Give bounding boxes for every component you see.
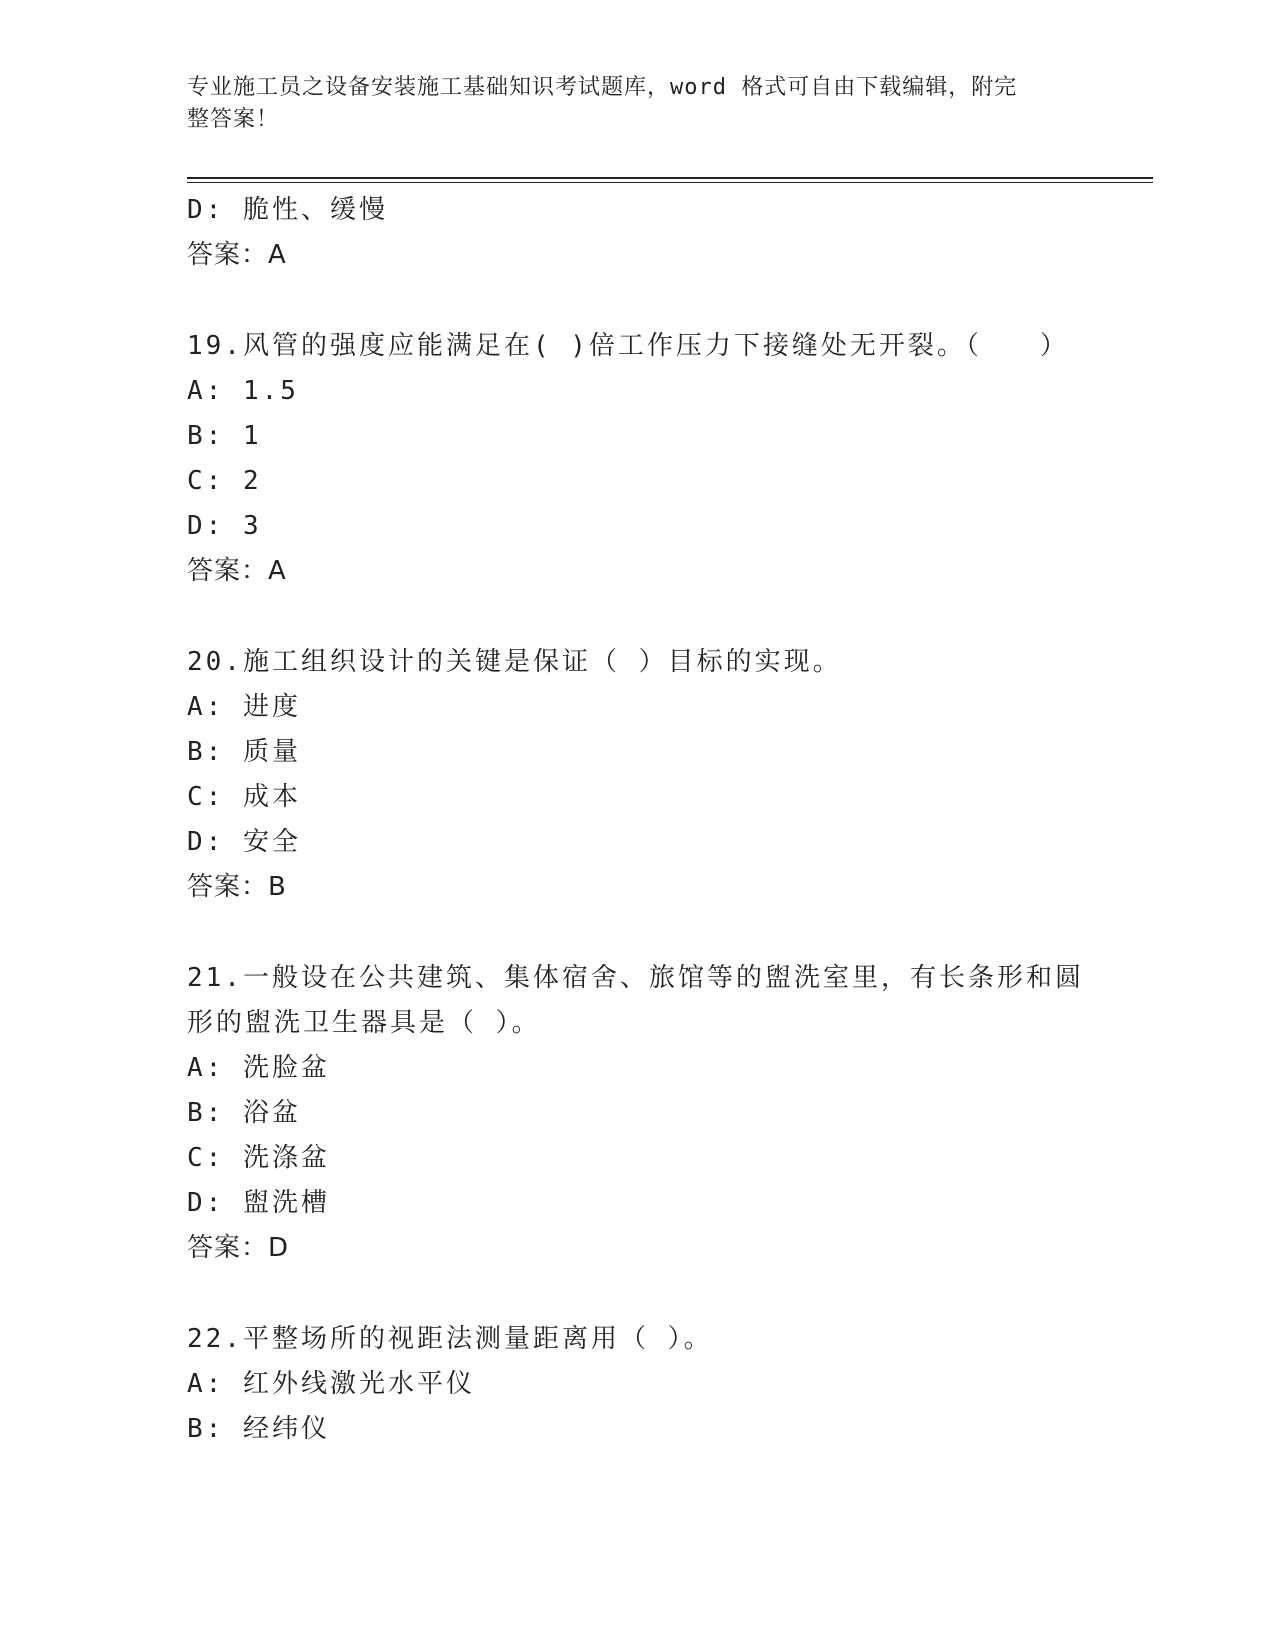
q18-answer: 答案：A [187, 240, 287, 270]
q22-stem: 22.平整场所的视距法测量距离用（ ）。 [187, 1324, 713, 1354]
q19-option-d: D: 3 [187, 511, 262, 541]
q21-option-c: C: 洗涤盆 [187, 1143, 330, 1173]
q22-option-a: A: 红外线激光水平仪 [187, 1369, 475, 1399]
q19-stem: 19.风管的强度应能满足在( )倍工作压力下接缝处无开裂。（ ） [187, 331, 1069, 361]
header-divider-thick [187, 177, 1153, 179]
q20-answer: 答案：B [187, 872, 287, 902]
q20-option-b: B: 质量 [187, 737, 301, 767]
q20-option-a: A: 进度 [187, 692, 301, 722]
q21-stem-line-1: 21.一般设在公共建筑、集体宿舍、旅馆等的盥洗室里，有长条形和圆 [187, 963, 1084, 993]
q21-option-d: D: 盥洗槽 [187, 1188, 330, 1218]
q21-option-a: A: 洗脸盆 [187, 1053, 330, 1083]
q19-answer: 答案：A [187, 556, 287, 586]
q20-stem: 20.施工组织设计的关键是保证（ ）目标的实现。 [187, 647, 842, 677]
q20-option-d: D: 安全 [187, 827, 301, 857]
q19-option-b: B: 1 [187, 421, 262, 451]
document-header [187, 72, 1067, 136]
q22-option-b: B: 经纬仪 [187, 1414, 330, 1444]
q19-option-c: C: 2 [187, 466, 262, 496]
q21-option-b: B: 浴盆 [187, 1098, 301, 1128]
q21-stem-line-2: 形的盥洗卫生器具是（ ）。 [187, 1008, 541, 1038]
header-line-1: 专业施工员之设备安装施工基础知识考试题库，word 格式可自由下载编辑，附完 [187, 75, 1018, 100]
q18-option-d: D: 脆性、缓慢 [187, 195, 388, 225]
header-line-2: 整答案！ [187, 107, 280, 132]
q21-answer: 答案：D [187, 1233, 290, 1263]
header-divider-thin [187, 182, 1153, 183]
q19-option-a: A: 1.5 [187, 376, 299, 406]
q20-option-c: C: 成本 [187, 782, 301, 812]
